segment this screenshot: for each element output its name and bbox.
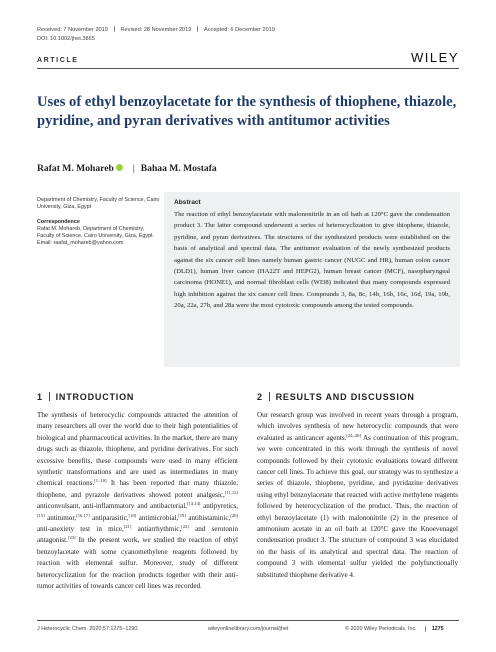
body-text: The synthesis of heterocyclic compounds attracted the attention of many researchers all over the world due to their high potentialities of biological and pharmaceutical activities. In the market, there are many drugs such as thiazole, thiophene, and pyridine derivatives. For such excessive benefits, these compounds were used in many efficient synthetic transformations and are used as intermediates in many chemical reactions.: [37, 411, 238, 488]
divider: [114, 26, 115, 32]
citation-ref[interactable]: [11,12]: [224, 489, 238, 495]
citation-ref[interactable]: [24–26]: [346, 432, 361, 438]
author-list: [37, 163, 217, 174]
body-text: anticonvulsant, anti-inflammatory and antibacterial,: [37, 502, 187, 511]
citation-ref[interactable]: [21]: [123, 524, 132, 530]
journal-citation: J Heterocyclic Chem. 2020;57:1275–1290.: [37, 626, 139, 632]
body-text: antihistaminic,: [185, 513, 231, 522]
doi[interactable]: DOI: 10.1002/jhet.3865: [37, 36, 95, 42]
orcid-icon[interactable]: [116, 164, 123, 171]
author-name[interactable]: Rafat M. Mohareb: [37, 163, 114, 174]
body-text: antipyretics,: [200, 502, 238, 511]
received-date: Received: 7 November 2019: [37, 27, 108, 33]
author-name[interactable]: Bahaa M. Mostafa: [140, 163, 217, 174]
article-type-tag: ARTICLE: [37, 57, 79, 64]
body-text: antiarrhythmic,: [131, 525, 182, 534]
body-text: anti-anexiety test in mice,: [37, 525, 124, 534]
copyright: © 2020 Wiley Periodicals, Inc.: [345, 626, 417, 632]
abstract-heading: Abstract: [174, 199, 201, 206]
body-text: antimicrobial,: [136, 513, 179, 522]
section-number: 1: [37, 392, 43, 402]
introduction-paragraph: [37, 410, 238, 593]
citation-ref[interactable]: [18]: [128, 512, 137, 518]
divider: [197, 26, 198, 32]
section-heading-introduction: [37, 392, 134, 402]
body-text: Our research group was involved in recent years through a program, which involves synthesis of new heterocyclic compounds that were evaluated as anticancer agents.: [257, 411, 458, 442]
body-text: As continuation of this program, we were concentrated in this work through the synthesis of novel compounds followed by their cytotoxic evaluations toward different cancer cell lines. To achieve this goal, our strategy was to synthesize a series of thiazole, thiophene, pyridine, and pyridazine derivatives using ethyl benzoylacetate that reacted with active methylene reagents followed by heterocyclization of the product. Thus, the reaction of ethyl benzoylacetate (1) with malononitrile (2) in the presence of ammonium acetate in an oil bath at 120°C gave the Knoevenagel condensation product 3. The structure of compound 3 was elucidated on the basis of its analytical and spectral data. The reaction of compound 3 with elemental sulfur yielded the polyfunctionally substituted thiophene derivative 4.: [257, 433, 458, 579]
affiliation-block: [37, 197, 162, 248]
correspondence-label: Correspondence: [37, 218, 80, 225]
citation-ref[interactable]: [19]: [178, 512, 186, 518]
correspondence-email[interactable]: Email: raafat_mohareb@yahoo.com: [37, 240, 124, 247]
section-title: INTRODUCTION: [55, 392, 135, 402]
citation-ref[interactable]: [23]: [67, 535, 76, 541]
department: Department of Chemistry, Faculty of Science, Cairo University, Giza, Egypt: [37, 197, 160, 211]
citation-ref[interactable]: [16,17]: [76, 512, 90, 518]
revised-date: Revised: 28 November 2019: [120, 27, 192, 33]
citation-ref[interactable]: [15]: [37, 512, 45, 518]
copyright-line: [345, 626, 444, 632]
footer-rule: [37, 620, 459, 621]
section-title: RESULTS AND DISCUSSION: [275, 392, 415, 402]
citation-ref[interactable]: [22]: [181, 524, 189, 530]
correspondence-address: Rafat M. Mohareb, Department of Chemistry, Faculty of Science, Cairo University, Giza, Egypt.: [37, 225, 155, 240]
journal-url[interactable]: wileyonlinelibrary.com/journal/jhet: [208, 626, 289, 632]
author-separator: |: [132, 163, 135, 174]
article-title: Uses of ethyl benzoylacetate for the synthesis of thiophene, thiazole, pyridine, and pyran derivatives with antitumor activities: [37, 94, 457, 129]
body-text: and serotonin antagonist.: [37, 525, 238, 545]
header-rule: [37, 68, 459, 69]
citation-ref[interactable]: [1–10]: [94, 478, 107, 484]
submission-dates: [37, 26, 275, 33]
publisher-logo: WILEY: [411, 50, 459, 65]
citation-ref[interactable]: [13,14]: [187, 501, 201, 507]
body-text: antitumor,: [44, 513, 77, 522]
section-heading-results: [257, 392, 415, 402]
abstract-box: [164, 192, 460, 367]
divider: [49, 392, 50, 401]
abstract-text: The reaction of ethyl benzoylacetate with malononitrile in an oil bath at 120°C gave the condensation product 3. The latter compound underwent a series of heterocyclization to give thiophene, thiazole, pyridine, and pyran derivatives. The structures of the synthesized products were established on the basis of analytical and spectral data. The antitumor evaluation of the newly synthesized products against the six cancer cell lines namely human gastric cancer (NUGC and HR), human colon cancer (DLD1), human liver cancer (HA22T and HEPG2), human breast cancer (MCF), nasopharyngeal carcinoma (HONE1), and normal fibroblast cells (WI38) indicated that many compounds expressed high inhibition against the six cancer cell lines. Compounds 3, 8a, 8c, 14b, 16b, 16c, 16d, 19a, 19b, 20a, 22a, 27b, and 28a were the most cytotoxic compounds among the tested compounds.: [174, 211, 450, 310]
citation-ref[interactable]: [20]: [230, 512, 238, 518]
body-text: antiparasitic,: [89, 513, 129, 522]
body-text: It has been reported that many thiazole, thiophene, and pyrazole derivatives showed potent analgesic,: [37, 479, 238, 499]
accepted-date: Accepted: 6 December 2019: [204, 27, 275, 33]
body-text: In the present work, we studied the reaction of ethyl benzoylacetate with some cyanomethylene reagents followed by reaction with elemental sulfur. Moreover, study of different heterocyclization for the reaction products together with their anti-tumor activities of towards cancer cell lines was recorded.: [37, 536, 238, 591]
page-number: 1275: [425, 626, 444, 632]
section-number: 2: [257, 392, 263, 402]
divider: [269, 392, 270, 401]
results-paragraph: [257, 410, 458, 581]
